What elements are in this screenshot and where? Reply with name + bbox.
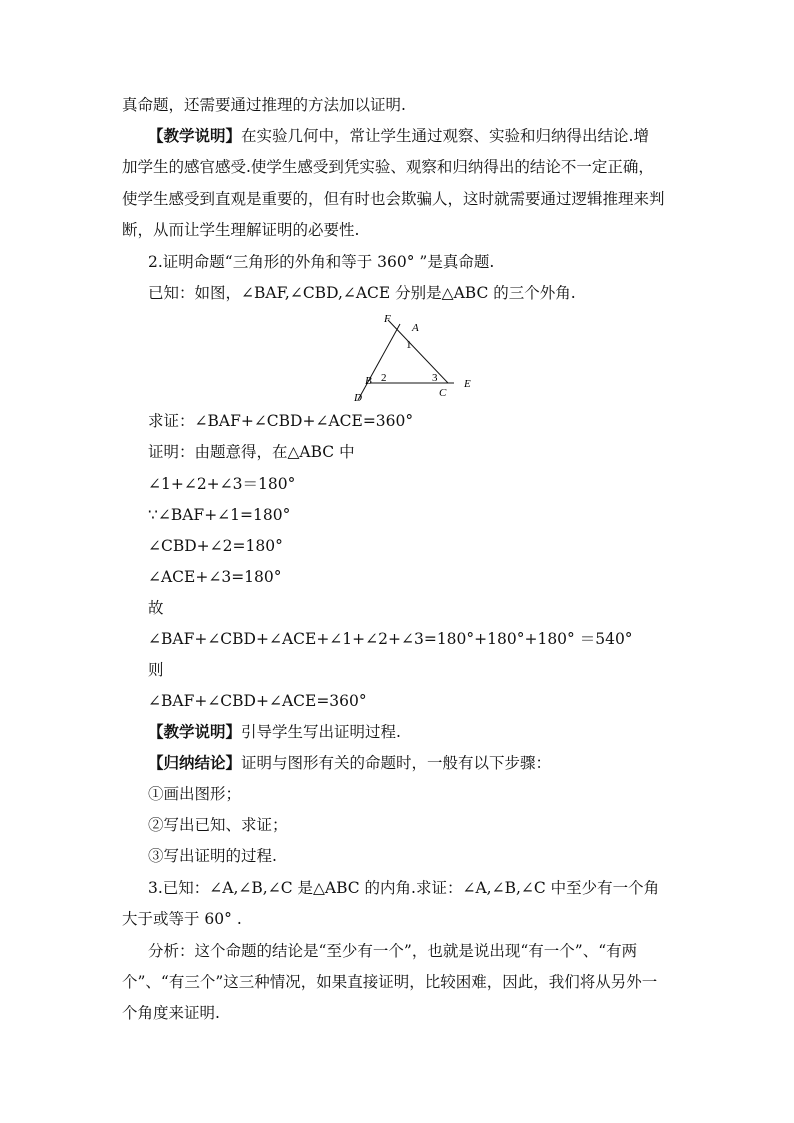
text-line: ∠BAF+∠CBD+∠ACE=360° <box>148 692 367 710</box>
text-line: 大于或等于 60° . <box>122 910 242 928</box>
text-line: 分析：这个命题的结论是“至少有一个”，也就是说出现“有一个”、“有两 <box>148 942 638 960</box>
section-tag: 【归纳结论】 <box>148 754 242 772</box>
text-line: 断，从而让学生理解证明的必要性. <box>122 221 360 239</box>
text-line: 求证：∠BAF+∠CBD+∠ACE=360° <box>148 412 414 430</box>
text-line: 【归纳结论】证明与图形有关的命题时，一般有以下步骤： <box>148 754 552 772</box>
text-line: 真命题，还需要通过推理的方法加以证明. <box>122 96 406 114</box>
text-line: 个角度来证明. <box>122 1004 220 1022</box>
text-line: ③写出证明的过程. <box>148 847 277 865</box>
text-line: 故 <box>148 599 164 617</box>
label-3: 3 <box>432 372 438 384</box>
label-D: D <box>354 392 362 404</box>
text-line: 加学生的感官感受.使学生感受到凭实验、观察和归纳得出的结论不一定正确， <box>122 158 654 176</box>
text-line: 3.已知：∠A,∠B,∠C 是△ABC 的内角.求证：∠A,∠B,∠C 中至少有一个角 <box>148 879 660 897</box>
label-C: C <box>439 387 447 399</box>
text-line: ∠CBD+∠2=180° <box>148 537 283 555</box>
section-tag: 【教学说明】 <box>148 723 242 741</box>
text-line: 已知：如图，∠BAF,∠CBD,∠ACE 分别是△ABC 的三个外角. <box>148 284 576 302</box>
line-F-A-B-D <box>358 324 400 400</box>
label-A: A <box>412 322 419 334</box>
label-2: 2 <box>381 372 387 384</box>
text-line: ∵∠BAF+∠1=180° <box>148 506 291 524</box>
text-line: 个”、“有三个”这三种情况，如果直接证明，比较困难，因此，我们将从另外一 <box>122 973 658 991</box>
label-E: E <box>464 378 471 390</box>
text-line: ②写出已知、求证； <box>148 816 288 834</box>
label-F: F <box>384 313 391 325</box>
text-line: 2.证明命题“三角形的外角和等于 360° ”是真命题. <box>148 253 495 271</box>
text-line: 使学生感受到直观是重要的，但有时也会欺骗人，这时就需要通过逻辑推理来判 <box>122 190 665 208</box>
label-1: 1 <box>406 339 412 351</box>
text-line: ∠BAF+∠CBD+∠ACE+∠1+∠2+∠3=180°+180°+180° ＝540° <box>148 630 633 648</box>
text-line: 【教学说明】在实验几何中，常让学生通过观察、实验和归纳得出结论.增 <box>148 127 649 145</box>
text-line: ①画出图形； <box>148 785 242 803</box>
text-line: 【教学说明】引导学生写出证明过程. <box>148 723 401 741</box>
triangle-figure <box>348 312 478 404</box>
text-line: 则 <box>148 661 164 679</box>
label-B: B <box>365 375 372 387</box>
text-line: ∠ACE+∠3=180° <box>148 568 282 586</box>
section-tag: 【教学说明】 <box>148 127 242 145</box>
text-line: ∠1+∠2+∠3＝180° <box>148 475 296 493</box>
text-line: 证明：由题意得，在△ABC 中 <box>148 443 355 461</box>
